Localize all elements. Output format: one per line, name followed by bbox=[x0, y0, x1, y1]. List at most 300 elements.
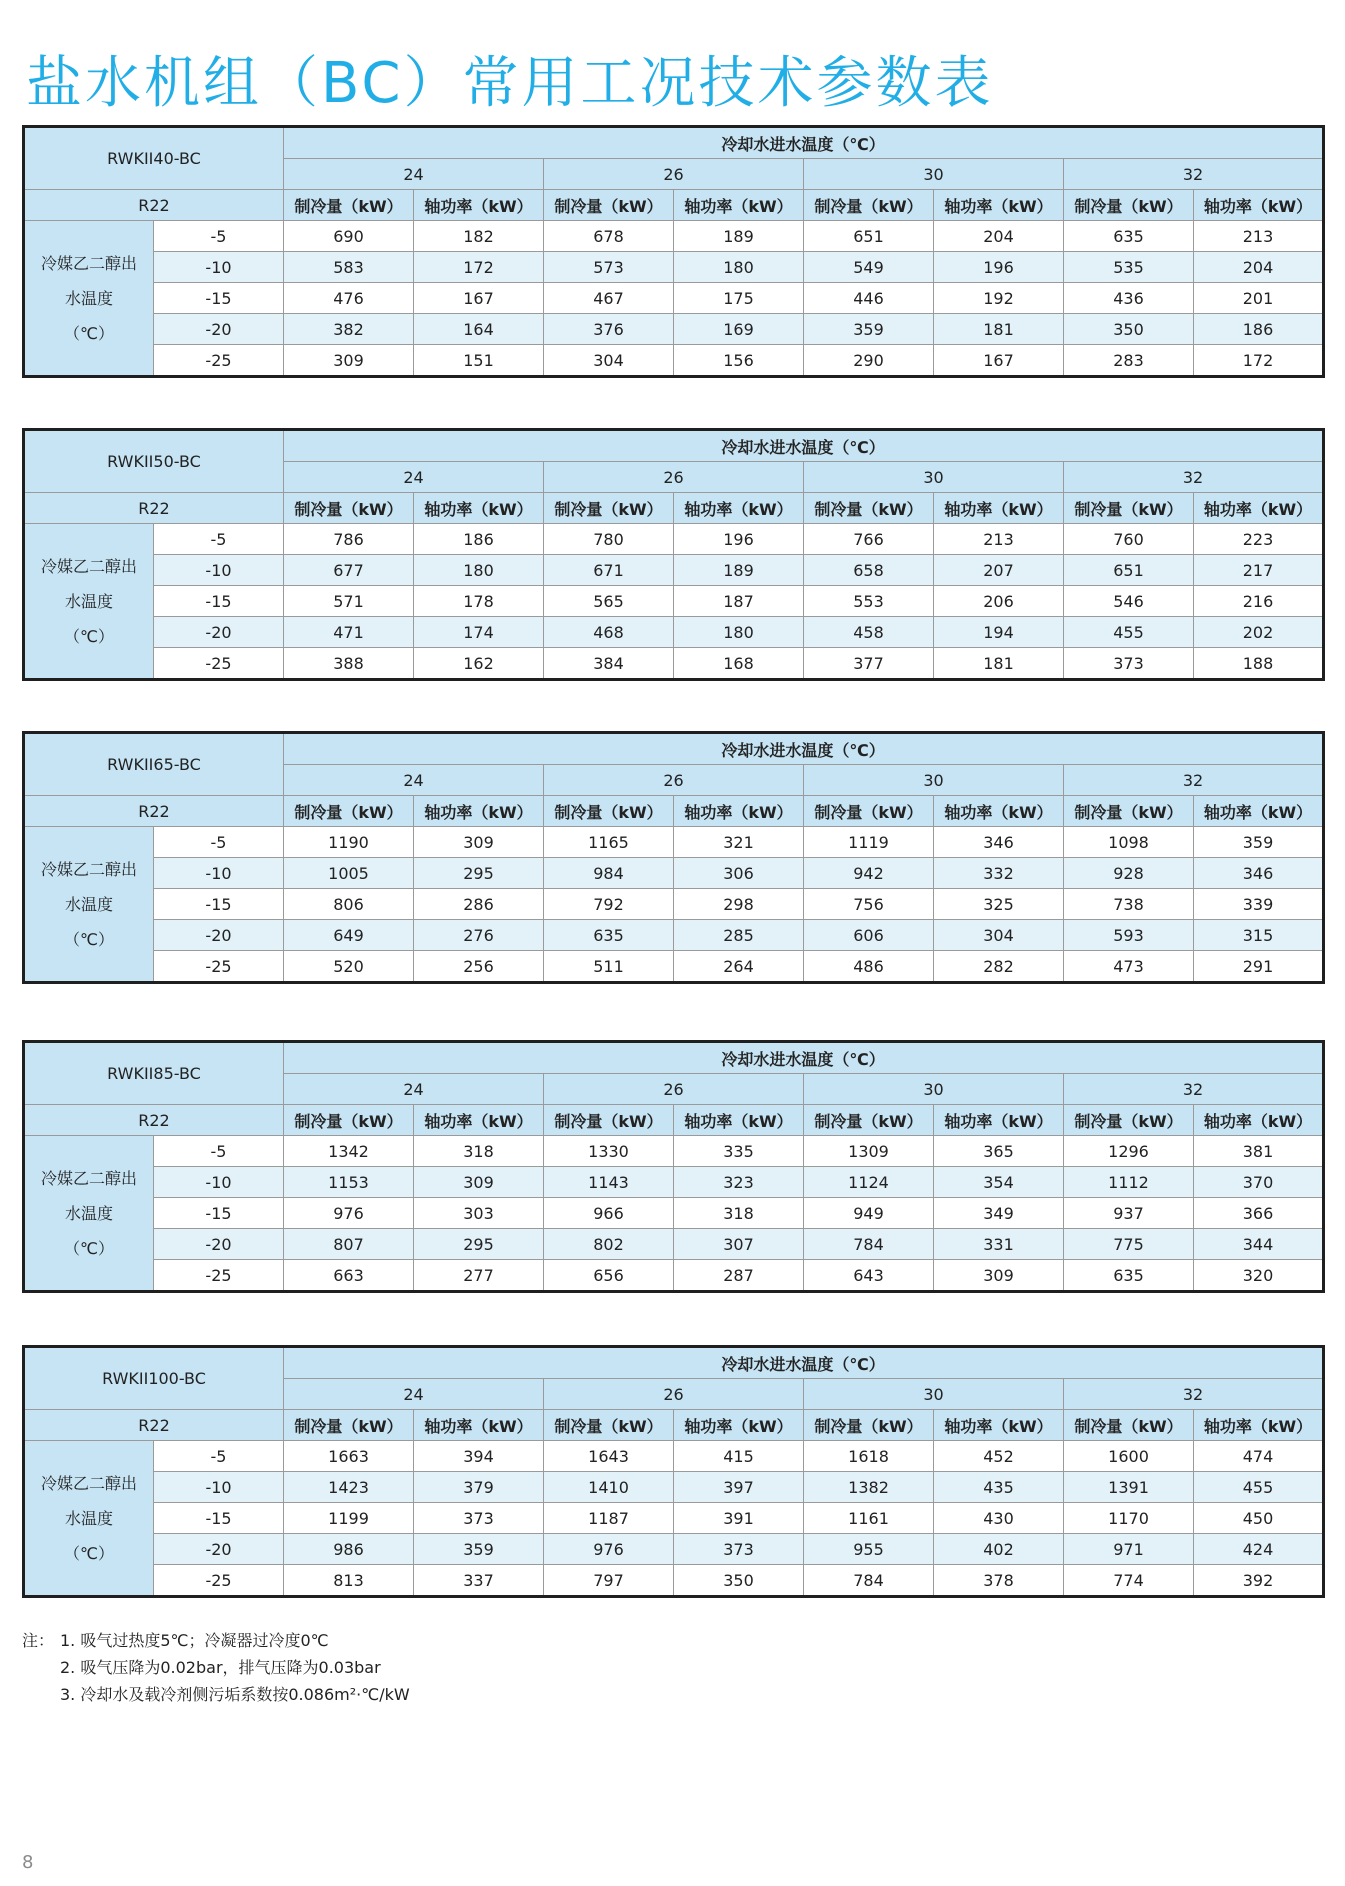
capacity-cell: 1165 bbox=[544, 827, 674, 858]
power-cell: 192 bbox=[934, 283, 1064, 314]
capacity-cell: 792 bbox=[544, 889, 674, 920]
table-row bbox=[24, 524, 1324, 555]
power-cell: 178 bbox=[414, 586, 544, 617]
capacity-cell: 971 bbox=[1064, 1534, 1194, 1565]
glycol-outlet-temp-label bbox=[24, 1136, 154, 1292]
capacity-cell: 1309 bbox=[804, 1136, 934, 1167]
row-label-line: （℃） bbox=[64, 929, 114, 949]
capacity-cell: 376 bbox=[544, 314, 674, 345]
capacity-cell: 663 bbox=[284, 1260, 414, 1292]
glycol-temp-cell: -15 bbox=[154, 889, 284, 920]
capacity-cell: 649 bbox=[284, 920, 414, 951]
capacity-cell: 1330 bbox=[544, 1136, 674, 1167]
capacity-cell: 1296 bbox=[1064, 1136, 1194, 1167]
capacity-cell: 738 bbox=[1064, 889, 1194, 920]
power-cell: 174 bbox=[414, 617, 544, 648]
power-cell: 381 bbox=[1194, 1136, 1324, 1167]
capacity-cell: 468 bbox=[544, 617, 674, 648]
row-label-line: 冷媒乙二醇出 bbox=[40, 253, 137, 273]
capacity-cell: 1161 bbox=[804, 1503, 934, 1534]
power-cell: 307 bbox=[674, 1229, 804, 1260]
row-label-line: 冷媒乙二醇出 bbox=[40, 556, 137, 576]
power-cell: 181 bbox=[934, 314, 1064, 345]
power-cell: 196 bbox=[934, 252, 1064, 283]
glycol-temp-cell: -25 bbox=[154, 648, 284, 680]
power-cell: 162 bbox=[414, 648, 544, 680]
capacity-cell: 1342 bbox=[284, 1136, 414, 1167]
row-label-line: 水温度 bbox=[64, 1508, 113, 1528]
cooling-temp-header: 26 bbox=[544, 765, 804, 796]
cooling-temp-header: 30 bbox=[804, 1074, 1064, 1105]
capacity-cell: 813 bbox=[284, 1565, 414, 1597]
power-cell: 256 bbox=[414, 951, 544, 983]
table-row bbox=[24, 586, 1324, 617]
power-cell: 186 bbox=[1194, 314, 1324, 345]
capacity-column-header: 制冷量（kW） bbox=[284, 1105, 414, 1136]
capacity-cell: 486 bbox=[804, 951, 934, 983]
model-name: RWKII100-BC bbox=[24, 1347, 284, 1410]
power-cell: 315 bbox=[1194, 920, 1324, 951]
table-row bbox=[24, 1229, 1324, 1260]
power-cell: 213 bbox=[934, 524, 1064, 555]
capacity-cell: 966 bbox=[544, 1198, 674, 1229]
glycol-outlet-temp-label bbox=[24, 524, 154, 680]
refrigerant-label: R22 bbox=[24, 796, 284, 827]
capacity-cell: 1153 bbox=[284, 1167, 414, 1198]
refrigerant-label: R22 bbox=[24, 190, 284, 221]
power-column-header: 轴功率（kW） bbox=[674, 1410, 804, 1441]
glycol-temp-cell: -5 bbox=[154, 221, 284, 252]
glycol-temp-cell: -15 bbox=[154, 1503, 284, 1534]
glycol-temp-cell: -20 bbox=[154, 920, 284, 951]
capacity-cell: 458 bbox=[804, 617, 934, 648]
capacity-cell: 678 bbox=[544, 221, 674, 252]
power-cell: 303 bbox=[414, 1198, 544, 1229]
power-cell: 202 bbox=[1194, 617, 1324, 648]
power-cell: 335 bbox=[674, 1136, 804, 1167]
table-row bbox=[24, 617, 1324, 648]
cooling-temp-header: 32 bbox=[1064, 159, 1324, 190]
capacity-cell: 565 bbox=[544, 586, 674, 617]
cooling-temp-header: 26 bbox=[544, 159, 804, 190]
power-cell: 392 bbox=[1194, 1565, 1324, 1597]
table-row bbox=[24, 920, 1324, 951]
power-cell: 379 bbox=[414, 1472, 544, 1503]
capacity-cell: 1143 bbox=[544, 1167, 674, 1198]
power-cell: 378 bbox=[934, 1565, 1064, 1597]
power-cell: 204 bbox=[934, 221, 1064, 252]
power-cell: 359 bbox=[1194, 827, 1324, 858]
spec-table-rwkii40-bc bbox=[22, 125, 1325, 378]
row-label-line: （℃） bbox=[64, 323, 114, 343]
power-column-header: 轴功率（kW） bbox=[674, 1105, 804, 1136]
row-label-line: （℃） bbox=[64, 626, 114, 646]
power-cell: 304 bbox=[934, 920, 1064, 951]
capacity-cell: 1423 bbox=[284, 1472, 414, 1503]
power-cell: 213 bbox=[1194, 221, 1324, 252]
model-name: RWKII85-BC bbox=[24, 1042, 284, 1105]
spec-table-rwkii50-bc bbox=[22, 428, 1325, 681]
capacity-cell: 546 bbox=[1064, 586, 1194, 617]
capacity-cell: 606 bbox=[804, 920, 934, 951]
cooling-water-header: 冷却水进水温度（℃） bbox=[284, 430, 1324, 462]
capacity-cell: 656 bbox=[544, 1260, 674, 1292]
capacity-cell: 658 bbox=[804, 555, 934, 586]
power-cell: 391 bbox=[674, 1503, 804, 1534]
capacity-cell: 473 bbox=[1064, 951, 1194, 983]
power-cell: 216 bbox=[1194, 586, 1324, 617]
capacity-cell: 593 bbox=[1064, 920, 1194, 951]
capacity-cell: 766 bbox=[804, 524, 934, 555]
capacity-cell: 455 bbox=[1064, 617, 1194, 648]
power-cell: 167 bbox=[934, 345, 1064, 377]
capacity-cell: 802 bbox=[544, 1229, 674, 1260]
capacity-cell: 350 bbox=[1064, 314, 1194, 345]
capacity-cell: 382 bbox=[284, 314, 414, 345]
capacity-cell: 583 bbox=[284, 252, 414, 283]
capacity-cell: 535 bbox=[1064, 252, 1194, 283]
power-cell: 204 bbox=[1194, 252, 1324, 283]
power-cell: 285 bbox=[674, 920, 804, 951]
power-cell: 344 bbox=[1194, 1229, 1324, 1260]
capacity-cell: 1199 bbox=[284, 1503, 414, 1534]
table-row bbox=[24, 858, 1324, 889]
power-cell: 167 bbox=[414, 283, 544, 314]
glycol-temp-cell: -25 bbox=[154, 1565, 284, 1597]
power-cell: 365 bbox=[934, 1136, 1064, 1167]
power-cell: 349 bbox=[934, 1198, 1064, 1229]
glycol-temp-cell: -25 bbox=[154, 1260, 284, 1292]
capacity-cell: 942 bbox=[804, 858, 934, 889]
power-cell: 164 bbox=[414, 314, 544, 345]
glycol-temp-cell: -10 bbox=[154, 555, 284, 586]
table-row bbox=[24, 1167, 1324, 1198]
capacity-cell: 436 bbox=[1064, 283, 1194, 314]
power-cell: 277 bbox=[414, 1260, 544, 1292]
capacity-cell: 1005 bbox=[284, 858, 414, 889]
power-cell: 151 bbox=[414, 345, 544, 377]
glycol-temp-cell: -20 bbox=[154, 1534, 284, 1565]
power-cell: 318 bbox=[674, 1198, 804, 1229]
capacity-cell: 784 bbox=[804, 1229, 934, 1260]
table-row bbox=[24, 314, 1324, 345]
power-cell: 172 bbox=[414, 252, 544, 283]
capacity-cell: 304 bbox=[544, 345, 674, 377]
capacity-cell: 651 bbox=[804, 221, 934, 252]
power-cell: 373 bbox=[674, 1534, 804, 1565]
table-row bbox=[24, 555, 1324, 586]
refrigerant-label: R22 bbox=[24, 1410, 284, 1441]
capacity-cell: 756 bbox=[804, 889, 934, 920]
page-number: 8 bbox=[22, 1852, 34, 1873]
capacity-cell: 760 bbox=[1064, 524, 1194, 555]
capacity-cell: 1410 bbox=[544, 1472, 674, 1503]
row-label-line: 水温度 bbox=[64, 591, 113, 611]
capacity-cell: 955 bbox=[804, 1534, 934, 1565]
cooling-temp-header: 24 bbox=[284, 462, 544, 493]
power-column-header: 轴功率（kW） bbox=[934, 1105, 1064, 1136]
power-cell: 291 bbox=[1194, 951, 1324, 983]
glycol-temp-cell: -20 bbox=[154, 314, 284, 345]
table-row bbox=[24, 1503, 1324, 1534]
capacity-cell: 388 bbox=[284, 648, 414, 680]
power-cell: 306 bbox=[674, 858, 804, 889]
power-column-header: 轴功率（kW） bbox=[934, 1410, 1064, 1441]
table-row bbox=[24, 951, 1324, 983]
capacity-cell: 774 bbox=[1064, 1565, 1194, 1597]
glycol-temp-cell: -5 bbox=[154, 524, 284, 555]
capacity-column-header: 制冷量（kW） bbox=[544, 1105, 674, 1136]
power-cell: 156 bbox=[674, 345, 804, 377]
power-cell: 201 bbox=[1194, 283, 1324, 314]
power-cell: 206 bbox=[934, 586, 1064, 617]
power-cell: 397 bbox=[674, 1472, 804, 1503]
power-cell: 325 bbox=[934, 889, 1064, 920]
power-cell: 320 bbox=[1194, 1260, 1324, 1292]
capacity-cell: 937 bbox=[1064, 1198, 1194, 1229]
power-cell: 175 bbox=[674, 283, 804, 314]
capacity-column-header: 制冷量（kW） bbox=[1064, 190, 1194, 221]
power-cell: 180 bbox=[674, 617, 804, 648]
capacity-column-header: 制冷量（kW） bbox=[544, 796, 674, 827]
capacity-cell: 309 bbox=[284, 345, 414, 377]
power-cell: 350 bbox=[674, 1565, 804, 1597]
power-cell: 346 bbox=[1194, 858, 1324, 889]
glycol-temp-cell: -10 bbox=[154, 1167, 284, 1198]
table-row bbox=[24, 1260, 1324, 1292]
capacity-cell: 1618 bbox=[804, 1441, 934, 1472]
power-cell: 181 bbox=[934, 648, 1064, 680]
power-column-header: 轴功率（kW） bbox=[414, 493, 544, 524]
glycol-temp-cell: -5 bbox=[154, 1441, 284, 1472]
capacity-cell: 806 bbox=[284, 889, 414, 920]
capacity-cell: 1382 bbox=[804, 1472, 934, 1503]
power-cell: 318 bbox=[414, 1136, 544, 1167]
glycol-temp-cell: -15 bbox=[154, 586, 284, 617]
capacity-cell: 635 bbox=[1064, 221, 1194, 252]
table-row bbox=[24, 648, 1324, 680]
power-column-header: 轴功率（kW） bbox=[1194, 1105, 1324, 1136]
capacity-cell: 571 bbox=[284, 586, 414, 617]
glycol-temp-cell: -15 bbox=[154, 283, 284, 314]
capacity-cell: 573 bbox=[544, 252, 674, 283]
capacity-column-header: 制冷量（kW） bbox=[284, 796, 414, 827]
cooling-temp-header: 26 bbox=[544, 1074, 804, 1105]
capacity-cell: 635 bbox=[544, 920, 674, 951]
notes-label: 注： bbox=[22, 1631, 55, 1650]
capacity-cell: 553 bbox=[804, 586, 934, 617]
glycol-temp-cell: -25 bbox=[154, 951, 284, 983]
row-label-line: （℃） bbox=[64, 1543, 114, 1563]
cooling-water-header: 冷却水进水温度（℃） bbox=[284, 1347, 1324, 1379]
cooling-temp-header: 24 bbox=[284, 159, 544, 190]
cooling-temp-header: 24 bbox=[284, 765, 544, 796]
capacity-cell: 290 bbox=[804, 345, 934, 377]
refrigerant-label: R22 bbox=[24, 493, 284, 524]
cooling-water-header: 冷却水进水温度（℃） bbox=[284, 733, 1324, 765]
capacity-cell: 671 bbox=[544, 555, 674, 586]
capacity-cell: 784 bbox=[804, 1565, 934, 1597]
table-row bbox=[24, 1198, 1324, 1229]
capacity-column-header: 制冷量（kW） bbox=[1064, 1410, 1194, 1441]
table-row bbox=[24, 252, 1324, 283]
capacity-cell: 471 bbox=[284, 617, 414, 648]
table-row bbox=[24, 827, 1324, 858]
power-cell: 321 bbox=[674, 827, 804, 858]
power-column-header: 轴功率（kW） bbox=[414, 190, 544, 221]
cooling-temp-header: 32 bbox=[1064, 1074, 1324, 1105]
power-cell: 366 bbox=[1194, 1198, 1324, 1229]
row-label-line: 水温度 bbox=[64, 288, 113, 308]
power-cell: 286 bbox=[414, 889, 544, 920]
power-column-header: 轴功率（kW） bbox=[1194, 796, 1324, 827]
glycol-temp-cell: -25 bbox=[154, 345, 284, 377]
table-row bbox=[24, 283, 1324, 314]
glycol-temp-cell: -5 bbox=[154, 827, 284, 858]
power-cell: 172 bbox=[1194, 345, 1324, 377]
capacity-cell: 511 bbox=[544, 951, 674, 983]
cooling-water-header: 冷却水进水温度（℃） bbox=[284, 1042, 1324, 1074]
table-row bbox=[24, 345, 1324, 377]
power-column-header: 轴功率（kW） bbox=[674, 796, 804, 827]
glycol-temp-cell: -10 bbox=[154, 1472, 284, 1503]
cooling-temp-header: 30 bbox=[804, 765, 1064, 796]
cooling-temp-header: 32 bbox=[1064, 1379, 1324, 1410]
power-cell: 346 bbox=[934, 827, 1064, 858]
power-cell: 223 bbox=[1194, 524, 1324, 555]
capacity-cell: 651 bbox=[1064, 555, 1194, 586]
capacity-column-header: 制冷量（kW） bbox=[804, 796, 934, 827]
row-label-line: （℃） bbox=[64, 1238, 114, 1258]
capacity-cell: 1391 bbox=[1064, 1472, 1194, 1503]
cooling-water-header: 冷却水进水温度（℃） bbox=[284, 127, 1324, 159]
power-column-header: 轴功率（kW） bbox=[934, 493, 1064, 524]
refrigerant-label: R22 bbox=[24, 1105, 284, 1136]
power-cell: 373 bbox=[414, 1503, 544, 1534]
table-row bbox=[24, 221, 1324, 252]
spec-table-rwkii100-bc bbox=[22, 1345, 1325, 1598]
glycol-temp-cell: -15 bbox=[154, 1198, 284, 1229]
power-cell: 298 bbox=[674, 889, 804, 920]
capacity-column-header: 制冷量（kW） bbox=[284, 190, 414, 221]
model-name: RWKII40-BC bbox=[24, 127, 284, 190]
capacity-column-header: 制冷量（kW） bbox=[804, 1105, 934, 1136]
capacity-cell: 476 bbox=[284, 283, 414, 314]
power-cell: 295 bbox=[414, 1229, 544, 1260]
glycol-temp-cell: -20 bbox=[154, 617, 284, 648]
power-column-header: 轴功率（kW） bbox=[1194, 493, 1324, 524]
row-label-line: 水温度 bbox=[64, 894, 113, 914]
power-cell: 402 bbox=[934, 1534, 1064, 1565]
power-cell: 450 bbox=[1194, 1503, 1324, 1534]
power-cell: 331 bbox=[934, 1229, 1064, 1260]
power-cell: 474 bbox=[1194, 1441, 1324, 1472]
capacity-column-header: 制冷量（kW） bbox=[804, 1410, 934, 1441]
power-cell: 370 bbox=[1194, 1167, 1324, 1198]
note-item: 1. 吸气过热度5℃；冷凝器过冷度0℃ bbox=[60, 1631, 329, 1650]
capacity-cell: 1170 bbox=[1064, 1503, 1194, 1534]
table-row bbox=[24, 889, 1324, 920]
glycol-temp-cell: -10 bbox=[154, 858, 284, 889]
capacity-column-header: 制冷量（kW） bbox=[284, 1410, 414, 1441]
capacity-cell: 373 bbox=[1064, 648, 1194, 680]
power-cell: 323 bbox=[674, 1167, 804, 1198]
power-cell: 332 bbox=[934, 858, 1064, 889]
table-row bbox=[24, 1534, 1324, 1565]
power-cell: 187 bbox=[674, 586, 804, 617]
power-cell: 435 bbox=[934, 1472, 1064, 1503]
capacity-cell: 549 bbox=[804, 252, 934, 283]
capacity-cell: 1119 bbox=[804, 827, 934, 858]
cooling-temp-header: 24 bbox=[284, 1379, 544, 1410]
capacity-cell: 1663 bbox=[284, 1441, 414, 1472]
model-name: RWKII65-BC bbox=[24, 733, 284, 796]
note-item: 3. 冷却水及载冷剂侧污垢系数按0.086m²·℃/kW bbox=[60, 1685, 410, 1704]
capacity-column-header: 制冷量（kW） bbox=[544, 190, 674, 221]
cooling-temp-header: 26 bbox=[544, 1379, 804, 1410]
capacity-cell: 984 bbox=[544, 858, 674, 889]
capacity-cell: 986 bbox=[284, 1534, 414, 1565]
capacity-cell: 283 bbox=[1064, 345, 1194, 377]
power-cell: 276 bbox=[414, 920, 544, 951]
power-cell: 186 bbox=[414, 524, 544, 555]
power-cell: 455 bbox=[1194, 1472, 1324, 1503]
power-cell: 207 bbox=[934, 555, 1064, 586]
page-title: 盐水机组（BC）常用工况技术参数表 bbox=[26, 50, 994, 116]
glycol-temp-cell: -20 bbox=[154, 1229, 284, 1260]
power-cell: 182 bbox=[414, 221, 544, 252]
row-label-line: 冷媒乙二醇出 bbox=[40, 1168, 137, 1188]
capacity-cell: 690 bbox=[284, 221, 414, 252]
capacity-cell: 1187 bbox=[544, 1503, 674, 1534]
power-cell: 394 bbox=[414, 1441, 544, 1472]
power-cell: 168 bbox=[674, 648, 804, 680]
power-cell: 264 bbox=[674, 951, 804, 983]
power-cell: 309 bbox=[414, 1167, 544, 1198]
power-column-header: 轴功率（kW） bbox=[1194, 1410, 1324, 1441]
power-cell: 309 bbox=[414, 827, 544, 858]
glycol-temp-cell: -10 bbox=[154, 252, 284, 283]
capacity-column-header: 制冷量（kW） bbox=[804, 493, 934, 524]
cooling-temp-header: 30 bbox=[804, 462, 1064, 493]
cooling-temp-header: 32 bbox=[1064, 765, 1324, 796]
glycol-outlet-temp-label bbox=[24, 221, 154, 377]
glycol-outlet-temp-label bbox=[24, 827, 154, 983]
power-cell: 424 bbox=[1194, 1534, 1324, 1565]
capacity-cell: 928 bbox=[1064, 858, 1194, 889]
table-row bbox=[24, 1565, 1324, 1597]
capacity-column-header: 制冷量（kW） bbox=[1064, 493, 1194, 524]
capacity-cell: 677 bbox=[284, 555, 414, 586]
capacity-cell: 384 bbox=[544, 648, 674, 680]
note-item: 2. 吸气压降为0.02bar，排气压降为0.03bar bbox=[60, 1658, 381, 1677]
capacity-column-header: 制冷量（kW） bbox=[544, 493, 674, 524]
power-cell: 430 bbox=[934, 1503, 1064, 1534]
model-name: RWKII50-BC bbox=[24, 430, 284, 493]
capacity-cell: 643 bbox=[804, 1260, 934, 1292]
row-label-line: 水温度 bbox=[64, 1203, 113, 1223]
capacity-column-header: 制冷量（kW） bbox=[1064, 796, 1194, 827]
glycol-outlet-temp-label bbox=[24, 1441, 154, 1597]
capacity-cell: 635 bbox=[1064, 1260, 1194, 1292]
power-column-header: 轴功率（kW） bbox=[674, 190, 804, 221]
capacity-column-header: 制冷量（kW） bbox=[804, 190, 934, 221]
power-column-header: 轴功率（kW） bbox=[414, 796, 544, 827]
notes bbox=[22, 1627, 410, 1708]
power-cell: 194 bbox=[934, 617, 1064, 648]
spec-table-rwkii85-bc bbox=[22, 1040, 1325, 1293]
row-label-line: 冷媒乙二醇出 bbox=[40, 1473, 137, 1493]
